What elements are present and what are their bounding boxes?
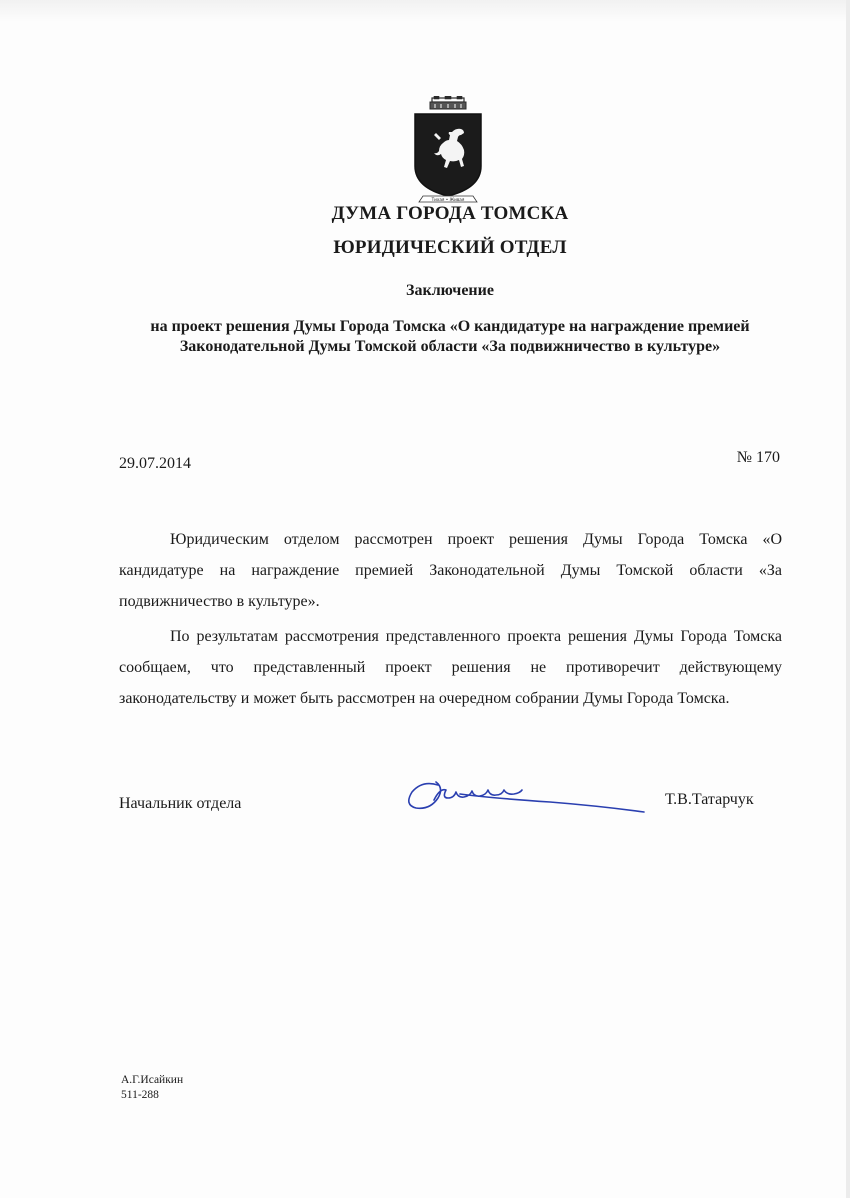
signatory-name: Т.В.Татарчук: [665, 791, 754, 808]
crown-icon: [430, 96, 466, 109]
document-date: 29.07.2014: [119, 455, 191, 472]
handwritten-signature: [400, 760, 650, 830]
body-paragraph: Юридическим отделом рассмотрен проект решения Думы Города Томска «О кандидатуре на награждение премией Законодательной Думы Томской области «За подвижничество в культуре».: [119, 531, 782, 610]
body-paragraph: По результатам рассмотрения представленного проекта решения Думы Города Томска сообщаем, что представленный проект решения не противоречит действующему законодательству и может быть рассмотрен на очередном собрании Думы Города Томска.: [119, 628, 782, 707]
organization-title: ДУМА ГОРОДА ТОМСКА: [331, 203, 569, 224]
executor-name: А.Г.Исайкин: [121, 1074, 184, 1086]
document-number: № 170: [736, 449, 780, 466]
body-paragraph-2-block: [119, 621, 782, 714]
scan-edge-shadow: [0, 0, 850, 22]
document-subject: на проект решения Думы Города Томска «О кандидатуре на награждение премией Законодательной Думы Томской области «За подвижничество в культуре»: [150, 318, 750, 355]
signatory-position: Начальник отдела: [119, 795, 242, 812]
motto-text: Тихая • Живая: [431, 197, 465, 202]
executor-phone: 511-288: [121, 1089, 159, 1101]
tomsk-coat-of-arms-icon: [405, 96, 491, 206]
body-paragraph-1-block: [119, 524, 782, 617]
department-title: ЮРИДИЧЕСКИЙ ОТДЕЛ: [333, 237, 567, 258]
scan-right-edge: [846, 0, 850, 1198]
document-type: Заключение: [406, 282, 494, 299]
executor-block: [121, 1073, 183, 1103]
